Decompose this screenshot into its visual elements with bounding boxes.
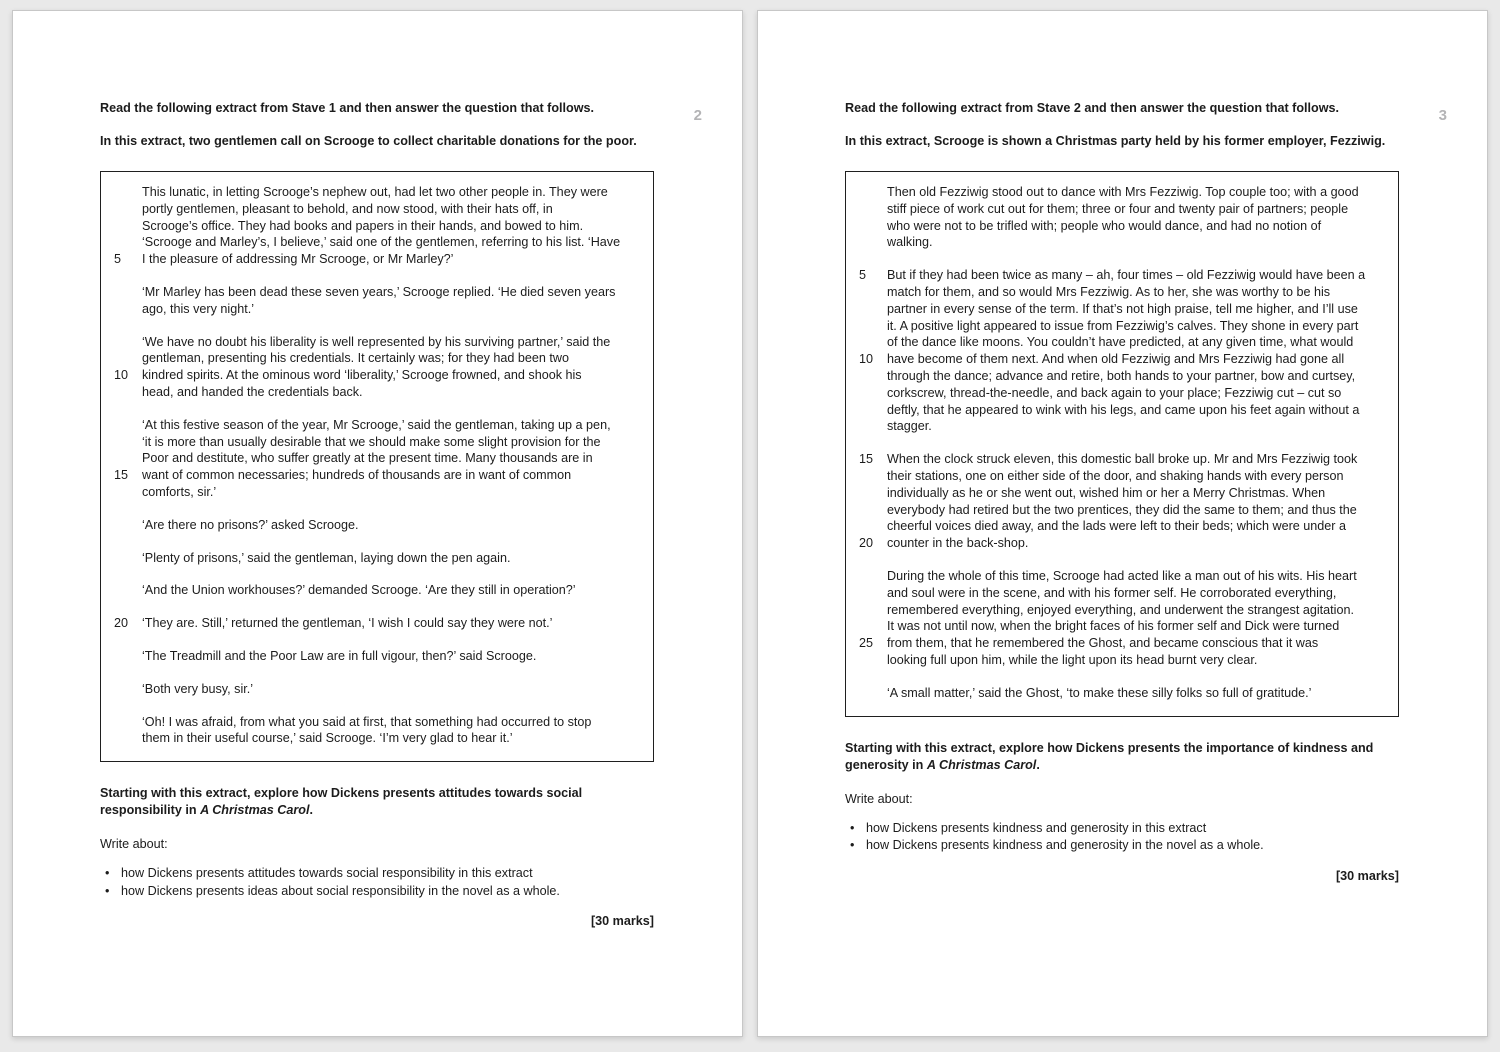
bullet-text: how Dickens presents kindness and generosity in this extract <box>866 820 1207 835</box>
extract-paragraph <box>846 267 1376 435</box>
novel-title: A Christmas Carol <box>926 757 1037 772</box>
extract-text: ‘Scrooge and Marley’s, I believe,’ said one of the gentlemen, referring to his list. ‘Have <box>142 235 621 250</box>
extract-text: ‘Both very busy, sir.’ <box>142 681 254 696</box>
line-number <box>101 681 142 698</box>
extract-line <box>101 384 631 401</box>
line-number <box>101 417 142 434</box>
line-number <box>846 318 887 335</box>
bullet-item <box>100 865 654 883</box>
extract-line <box>846 535 1376 552</box>
line-number <box>846 218 887 235</box>
extract-text: match for them, and so would Mrs Fezziwig. As to her, she was worthy to be his <box>887 284 1331 299</box>
line-number <box>846 652 887 669</box>
extract-text: ago, this very night.’ <box>142 301 255 316</box>
extract-paragraph <box>101 284 631 318</box>
extract-line <box>101 730 631 747</box>
extract-text: their stations, one on either side of the door, and shaking hands with every person <box>887 468 1344 483</box>
extract-line <box>846 184 1376 201</box>
extract-text: ‘At this festive season of the year, Mr Scrooge,’ said the gentleman, taking up a pen, <box>142 417 611 432</box>
line-number <box>101 201 142 218</box>
bullet-icon: • <box>850 820 855 835</box>
line-number <box>101 184 142 201</box>
extract-line <box>846 418 1376 435</box>
extract-text: want of common necessaries; hundreds of thousands are in want of common <box>142 468 572 483</box>
document-page-2 <box>12 10 743 1037</box>
bullet-icon: • <box>105 883 110 898</box>
extract-line <box>101 218 631 235</box>
line-number <box>101 218 142 235</box>
extract-line <box>101 417 631 434</box>
extract-text: portly gentlemen, pleasant to behold, and now stood, with their hats off, in <box>142 201 553 216</box>
extract-text: ‘it is more than usually desirable that we should make some slight provision for the <box>142 434 601 449</box>
page-number: 2 <box>693 107 702 124</box>
extract-context: In this extract, two gentlemen call on Scrooge to collect charitable donations for the poor. <box>100 134 637 148</box>
extract-line <box>846 518 1376 535</box>
line-number <box>101 730 142 747</box>
extract-paragraph <box>846 184 1376 251</box>
extract-context: In this extract, Scrooge is shown a Christmas party held by his former employer, Fezziwig. <box>845 134 1386 148</box>
line-number <box>101 714 142 731</box>
extract-text: of the dance like moons. You couldn’t have predicted, at any given time, what would <box>887 335 1354 350</box>
extract-text: deftly, that he appeared to wink with his legs, and came upon his feet again without a <box>887 402 1360 417</box>
extract-line <box>101 517 631 534</box>
line-number <box>101 517 142 534</box>
extract-line <box>101 184 631 201</box>
extract-text: I the pleasure of addressing Mr Scrooge, or Mr Marley?’ <box>142 252 454 267</box>
line-number <box>101 284 142 301</box>
extract-line <box>101 648 631 665</box>
extract-line <box>846 468 1376 485</box>
extract-paragraph <box>101 334 631 401</box>
extract-line <box>846 334 1376 351</box>
novel-title: A Christmas Carol <box>200 803 310 818</box>
write-about-label: Write about: <box>845 791 913 806</box>
question-text <box>100 785 654 819</box>
extract-text: ‘Are there no prisons?’ asked Scrooge. <box>142 517 359 532</box>
extract-paragraph <box>846 568 1376 669</box>
extract-text: head, and handed the credentials back. <box>142 384 363 399</box>
extract-line <box>101 550 631 567</box>
extract-paragraph <box>101 517 631 534</box>
line-number <box>101 450 142 467</box>
line-number <box>846 568 887 585</box>
extract-line <box>101 484 631 501</box>
extract-text: kindred spirits. At the ominous word ‘liberality,’ Scrooge frowned, and shook his <box>142 368 582 383</box>
extract-line <box>101 367 631 384</box>
line-number <box>101 334 142 351</box>
extract-text: from them, that he remembered the Ghost, and became conscious that it was <box>887 636 1319 651</box>
line-number <box>846 618 887 635</box>
extract-paragraph <box>101 417 631 501</box>
line-number: 15 <box>859 452 874 467</box>
extract-line <box>101 681 631 698</box>
extract-line <box>846 618 1376 635</box>
extract-text: counter in the back-shop. <box>887 536 1029 551</box>
extract-line <box>846 368 1376 385</box>
page-content <box>13 11 742 928</box>
question-text <box>845 740 1399 774</box>
extract-text: and soul were in the scene, and with his former self. He corroborated everything, <box>887 585 1337 600</box>
page-number: 3 <box>1438 107 1447 124</box>
line-number: 20 <box>859 536 874 551</box>
extract-line <box>101 301 631 318</box>
extract-line <box>101 334 631 351</box>
bullet-text: how Dickens presents attitudes towards social responsibility in this extract <box>121 866 533 881</box>
extract-text: ‘A small matter,’ said the Ghost, ‘to make these silly folks so full of gratitude.’ <box>887 685 1312 700</box>
extract-text: But if they had been twice as many – ah, four times – old Fezziwig would have been a <box>887 268 1366 283</box>
bullet-item <box>100 883 654 901</box>
extract-line <box>101 201 631 218</box>
line-number: 5 <box>859 268 867 283</box>
question-suffix: . <box>1036 757 1040 772</box>
line-number <box>846 402 887 419</box>
bullet-list <box>845 820 1399 855</box>
extract-paragraph <box>846 685 1376 702</box>
extract-line <box>846 485 1376 502</box>
extract-text: remembered everything, enjoyed everything, and underwent the strangest agitation. <box>887 602 1354 617</box>
extract-text: ‘Plenty of prisons,’ said the gentleman, laying down the pen again. <box>142 550 511 565</box>
line-number <box>846 234 887 251</box>
extract-line <box>846 402 1376 419</box>
extract-text: looking full upon him, while the light upon its head burnt very clear. <box>887 652 1258 667</box>
extract-line <box>846 451 1376 468</box>
line-number <box>101 582 142 599</box>
extract-line <box>846 284 1376 301</box>
bullet-text: how Dickens presents kindness and generosity in the novel as a whole. <box>866 838 1264 853</box>
extract-text: ‘The Treadmill and the Poor Law are in full vigour, then?’ said Scrooge. <box>142 648 537 663</box>
line-number: 25 <box>859 636 874 651</box>
line-number <box>101 301 142 318</box>
extract-line <box>101 251 631 268</box>
line-number <box>846 201 887 218</box>
line-number <box>846 284 887 301</box>
extract-text: During the whole of this time, Scrooge had acted like a man out of his wits. His heart <box>887 568 1357 583</box>
line-number <box>846 502 887 519</box>
extract-text: This lunatic, in letting Scrooge’s nephew out, had let two other people in. They were <box>142 185 608 199</box>
question-prefix: Starting with this extract, explore how Dickens presents attitudes towards social responsibility in <box>100 786 583 818</box>
bullet-list <box>100 865 654 900</box>
line-number <box>846 334 887 351</box>
extract-box <box>845 171 1399 717</box>
line-number <box>846 368 887 385</box>
extract-line <box>846 301 1376 318</box>
extract-line <box>846 234 1376 251</box>
line-number: 20 <box>114 616 129 631</box>
extract-text: Then old Fezziwig stood out to dance with Mrs Fezziwig. Top couple too; with a good <box>887 185 1359 199</box>
extract-line <box>846 685 1376 702</box>
bullet-text: how Dickens presents ideas about social responsibility in the novel as a whole. <box>121 883 560 898</box>
extract-box <box>100 171 654 762</box>
extract-line <box>101 434 631 451</box>
line-number: 10 <box>859 352 874 367</box>
extract-paragraph <box>101 615 631 632</box>
line-number <box>101 550 142 567</box>
extract-text: ‘They are. Still,’ returned the gentleman, ‘I wish I could say they were not.’ <box>142 616 553 631</box>
document-page-3 <box>757 10 1488 1037</box>
extract-text: ‘And the Union workhouses?’ demanded Scrooge. ‘Are they still in operation?’ <box>142 583 576 598</box>
extract-text: comforts, sir.’ <box>142 484 217 499</box>
line-number <box>846 301 887 318</box>
extract-line <box>846 201 1376 218</box>
extract-line <box>846 635 1376 652</box>
extract-text: stiff piece of work cut out for them; three or four and twenty pair of partners; people <box>887 201 1349 216</box>
extract-text: It was not until now, when the bright faces of his former self and Dick were turned <box>887 619 1340 634</box>
line-number: 15 <box>114 468 129 483</box>
bullet-item <box>845 837 1399 855</box>
extract-line <box>846 385 1376 402</box>
read-instruction: Read the following extract from Stave 2 and then answer the question that follows. <box>845 101 1340 115</box>
extract-line <box>846 585 1376 602</box>
extract-text: cheerful voices died away, and the lads were left to their beds; which were under a <box>887 519 1346 534</box>
extract-text: Scrooge’s office. They had books and papers in their hands, and bowed to him. <box>142 218 584 233</box>
line-number: 5 <box>114 252 122 267</box>
read-instruction: Read the following extract from Stave 1 and then answer the question that follows. <box>100 101 595 115</box>
extract-text: who were not to be trifled with; people who would dance, and had no notion of <box>887 218 1322 233</box>
extract-text: gentleman, presenting his credentials. It certainly was; for they had been two <box>142 351 570 366</box>
extract-line <box>101 467 631 484</box>
line-number <box>846 685 887 702</box>
line-number <box>846 485 887 502</box>
bullet-icon: • <box>105 866 110 881</box>
extract-line <box>846 318 1376 335</box>
extract-text: When the clock struck eleven, this domestic ball broke up. Mr and Mrs Fezziwig took <box>887 452 1358 467</box>
extract-paragraph <box>101 714 631 748</box>
extract-paragraph <box>101 681 631 698</box>
extract-text: stagger. <box>887 419 932 434</box>
line-number <box>101 484 142 501</box>
line-number <box>101 648 142 665</box>
line-number <box>101 434 142 451</box>
extract-line <box>846 502 1376 519</box>
line-number <box>846 468 887 485</box>
extract-line <box>846 652 1376 669</box>
extract-line <box>101 284 631 301</box>
marks-label: [30 marks] <box>1335 868 1399 883</box>
extract-text: ‘We have no doubt his liberality is well represented by his surviving partner,’ said the <box>142 334 611 349</box>
extract-text: corkscrew, thread-the-needle, and back again to your place; Fezziwig cut – cut so <box>887 385 1342 400</box>
extract-line <box>101 714 631 731</box>
extract-line <box>846 267 1376 284</box>
extract-line <box>846 568 1376 585</box>
question-prefix: Starting with this extract, explore how Dickens presents the importance of kindness and generosity in <box>845 740 1374 772</box>
extract-line <box>101 350 631 367</box>
extract-text: it. A positive light appeared to issue from Fezziwig’s calves. They shone in every part <box>887 318 1359 333</box>
line-number <box>101 350 142 367</box>
extract-text: have become of them next. And when old Fezziwig and Mrs Fezziwig had gone all <box>887 352 1345 367</box>
write-about-label: Write about: <box>100 837 168 852</box>
extract-paragraph <box>101 582 631 599</box>
line-number <box>846 385 887 402</box>
line-number <box>101 234 142 251</box>
line-number <box>846 585 887 602</box>
extract-text: everybody had retired but the two prentices, they did the same to them; and thus the <box>887 502 1357 517</box>
page-content <box>758 11 1487 883</box>
extract-paragraph <box>846 451 1376 552</box>
extract-line <box>101 450 631 467</box>
extract-text: Poor and destitute, who suffer greatly at the present time. Many thousands are in <box>142 451 593 466</box>
line-number <box>101 384 142 401</box>
extract-line <box>846 602 1376 619</box>
extract-text: ‘Mr Marley has been dead these seven years,’ Scrooge replied. ‘He died seven years <box>142 284 616 299</box>
marks-label: [30 marks] <box>590 914 654 929</box>
extract-paragraph <box>101 550 631 567</box>
extract-line <box>101 582 631 599</box>
extract-text: walking. <box>887 235 933 250</box>
extract-text: individually as he or she went out, wished him or her a Merry Christmas. When <box>887 485 1326 500</box>
extract-line <box>846 218 1376 235</box>
extract-text: through the dance; advance and retire, both hands to your partner, bow and curtsey, <box>887 368 1356 383</box>
question-suffix: . <box>309 803 313 818</box>
line-number <box>846 518 887 535</box>
extract-text: them in their useful course,’ said Scrooge. ‘I’m very glad to hear it.’ <box>142 731 513 746</box>
extract-line <box>101 615 631 632</box>
extract-text: ‘Oh! I was afraid, from what you said at first, that something had occurred to stop <box>142 714 592 729</box>
extract-paragraph <box>101 184 631 268</box>
extract-paragraph <box>101 648 631 665</box>
line-number <box>846 184 887 201</box>
bullet-item <box>845 820 1399 838</box>
line-number <box>846 602 887 619</box>
extract-line <box>101 234 631 251</box>
bullet-icon: • <box>850 838 855 853</box>
extract-line <box>846 351 1376 368</box>
line-number <box>846 418 887 435</box>
extract-text: partner in every sense of the term. If that’s not high praise, tell me higher, and I’ll use <box>887 301 1358 316</box>
line-number: 10 <box>114 368 129 383</box>
